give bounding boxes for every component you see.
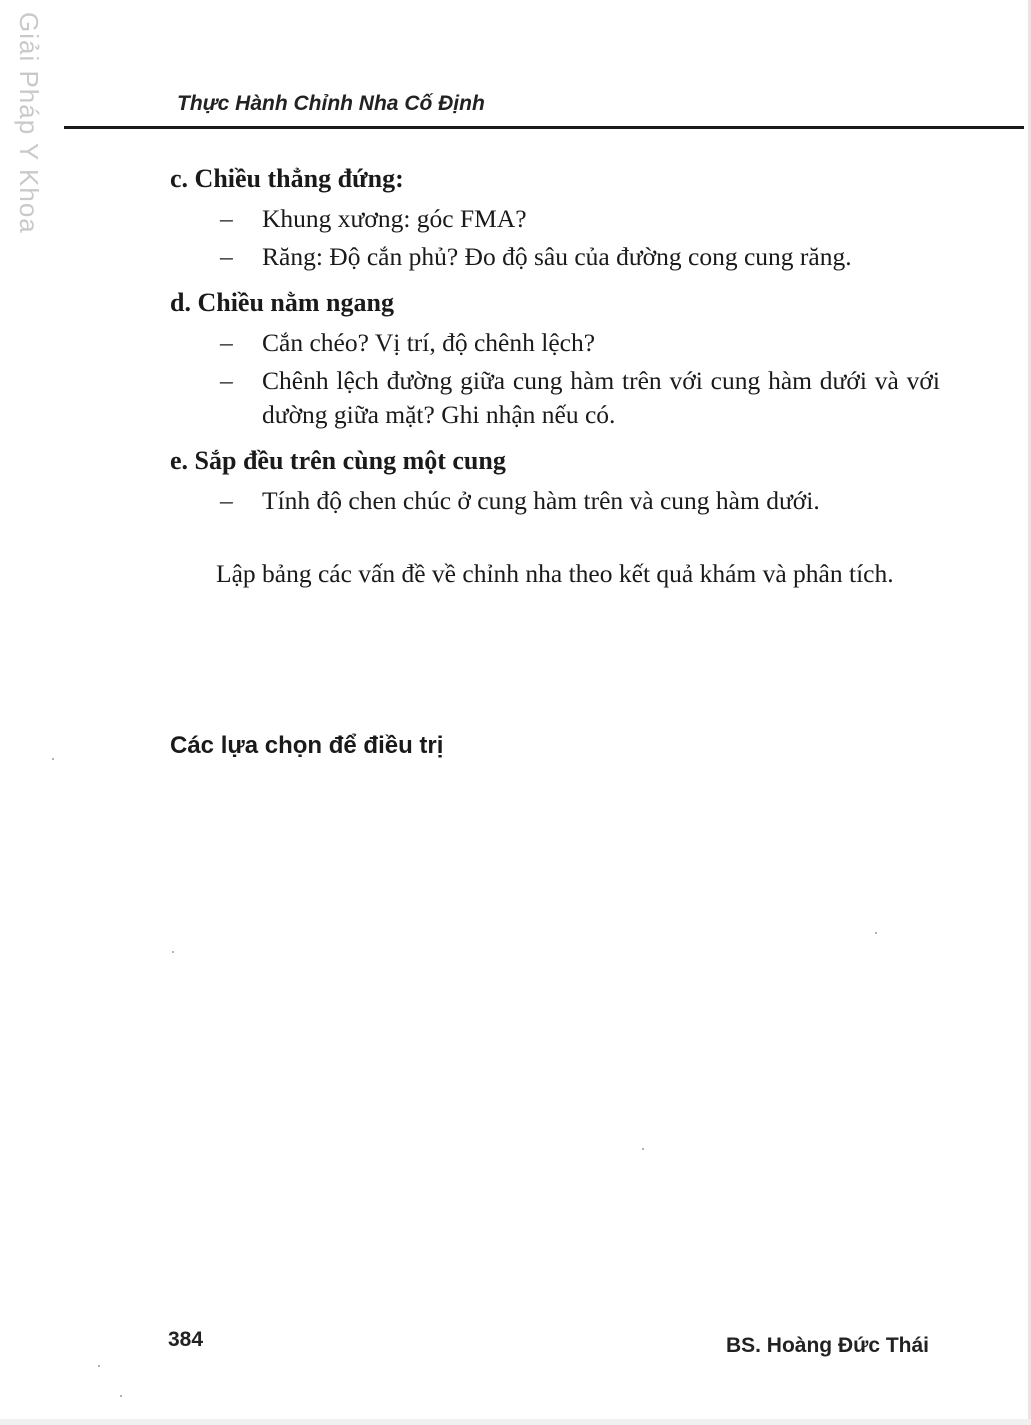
list-item-text: Cắn chéo? Vị trí, độ chênh lệch? — [262, 328, 596, 357]
list-item — [170, 240, 940, 274]
author-name: BS. Hoàng Đức Thái — [725, 1334, 929, 1357]
dash-bullet: – — [220, 328, 233, 357]
scan-speck — [172, 951, 174, 953]
list-item — [170, 202, 940, 236]
section-alignment — [170, 444, 940, 518]
scan-speck — [642, 1148, 644, 1150]
watermark: Giải Pháp Y Khoa — [14, 12, 44, 234]
list-item — [170, 326, 940, 360]
scan-speck — [120, 1395, 122, 1397]
section-title: e. Sắp đều trên cùng một cung — [170, 446, 506, 475]
bullet-list — [170, 326, 940, 432]
dash-bullet: – — [220, 366, 233, 395]
scan-speck — [875, 932, 877, 934]
dash-bullet: – — [220, 486, 233, 515]
header-rule — [64, 126, 1024, 129]
scan-speck — [52, 758, 54, 760]
page-bottom-edge — [0, 1419, 1031, 1425]
list-item-text: Tính độ chen chúc ở cung hàm trên và cung hàm dưới. — [262, 486, 820, 515]
bullet-list — [170, 484, 940, 518]
section-title: d. Chiều nằm ngang — [170, 288, 394, 317]
page-number: 384 — [168, 1328, 204, 1351]
dash-bullet: – — [220, 242, 233, 271]
running-header: Thực Hành Chỉnh Nha Cố Định — [177, 92, 485, 115]
list-item — [170, 484, 940, 518]
treatment-options-heading: Các lựa chọn để điều trị — [170, 732, 444, 759]
list-item — [170, 364, 940, 432]
section-title: c. Chiều thẳng đứng: — [170, 164, 404, 193]
list-item-text: Răng: Độ cắn phủ? Đo độ sâu của đường cong cung răng. — [262, 242, 852, 271]
section-horizontal — [170, 286, 940, 432]
summary-paragraph: Lập bảng các vấn đề về chỉnh nha theo kết quả khám và phân tích. — [216, 559, 894, 588]
section-vertical — [170, 162, 940, 274]
list-item-text: Khung xương: góc FMA? — [262, 204, 527, 233]
list-item-text: Chênh lệch đường giữa cung hàm trên với cung hàm dưới và với dường giữa mặt? Ghi nhận nếu có. — [262, 366, 940, 429]
dash-bullet: – — [220, 204, 233, 233]
bullet-list — [170, 202, 940, 274]
page-content — [170, 162, 940, 592]
scan-speck — [98, 1365, 100, 1367]
